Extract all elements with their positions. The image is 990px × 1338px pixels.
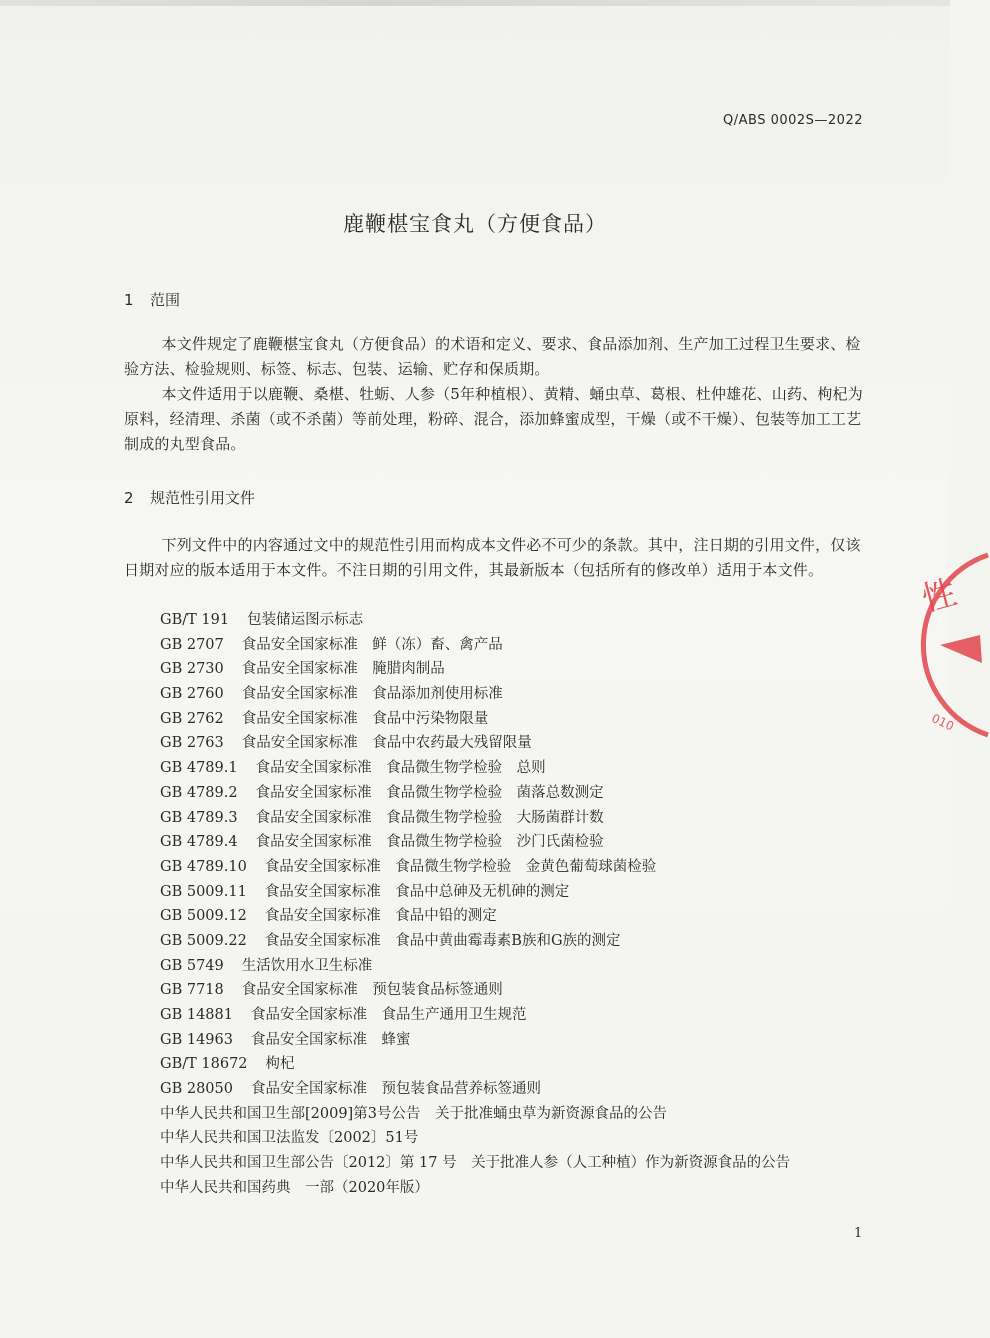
- reference-code: GB 5009.11: [160, 883, 247, 900]
- scope-paragraph-2: 本文件适用于以鹿鞭、桑椹、牡蛎、人参（5年种植根）、黄精、蛹虫草、葛根、杜仲雄花、山药、枸杞为原料，经清理、杀菌（或不杀菌）等前处理，粉碎、混合，添加蜂蜜成型，干燥（或不干燥）、包装等加工工艺制成的丸型食品。: [124, 385, 863, 453]
- reference-item: [160, 1003, 880, 1028]
- reference-code: GB 7718: [160, 982, 224, 999]
- reference-title: 食品安全国家标准 食品中黄曲霉毒素B族和G族的测定: [264, 932, 621, 949]
- reference-code: GB 2762: [160, 710, 224, 727]
- reference-item: [160, 954, 880, 979]
- reference-title: 食品安全国家标准 食品中铅的测定: [264, 908, 497, 925]
- reference-code: GB 2763: [160, 735, 224, 752]
- section-number: 2: [124, 489, 134, 507]
- reference-title: 食品安全国家标准 预包装食品标签通则: [241, 982, 503, 999]
- reference-title: 食品安全国家标准 食品中总砷及无机砷的测定: [264, 883, 570, 900]
- reference-item: [160, 731, 880, 756]
- scan-edge: [0, 0, 950, 6]
- reference-title: 食品安全国家标准 食品微生物学检验 总则: [255, 760, 546, 777]
- reference-title: 食品安全国家标准 食品中污染物限量: [241, 710, 489, 727]
- reference-code: GB 4789.3: [160, 809, 238, 826]
- reference-item: [160, 978, 880, 1003]
- reference-item: [160, 1077, 880, 1102]
- reference-title: 食品安全国家标准 鲜（冻）畜、禽产品: [241, 636, 503, 653]
- section-heading-scope: [124, 289, 180, 310]
- reference-title: 生活饮用水卫生标准: [241, 957, 373, 974]
- reference-title: 食品安全国家标准 食品微生物学检验 大肠菌群计数: [255, 809, 604, 826]
- reference-item: [160, 633, 880, 658]
- reference-code: GB 2730: [160, 661, 224, 678]
- reference-code: GB 14963: [160, 1031, 233, 1048]
- reference-code: GB 4789.4: [160, 834, 238, 851]
- reference-item: [160, 830, 880, 855]
- reference-item: [160, 1126, 880, 1151]
- scope-paragraph-1: 本文件规定了鹿鞭椹宝食丸（方便食品）的术语和定义、要求、食品添加剂、生产加工过程卫生要求、检验方法、检验规则、标签、标志、包装、运输、贮存和保质期。: [124, 335, 861, 378]
- reference-title: 包装储运图示标志: [247, 612, 364, 628]
- official-seal-stamp: [910, 545, 990, 745]
- reference-item: [160, 1151, 880, 1176]
- reference-title: 食品安全国家标准 食品微生物学检验 金黄色葡萄球菌检验: [264, 858, 657, 875]
- reference-code: GB 5009.12: [160, 908, 247, 925]
- reference-item: [160, 1052, 880, 1077]
- doc-number: Q/ABS 0002S—2022: [723, 113, 863, 128]
- section-title: 规范性引用文件: [150, 489, 256, 507]
- reference-title: 食品安全国家标准 食品微生物学检验 沙门氏菌检验: [255, 834, 604, 851]
- reference-title: 食品安全国家标准 蜂蜜: [250, 1031, 411, 1048]
- reference-title: 食品安全国家标准 腌腊肉制品: [241, 661, 445, 678]
- reference-title: 中华人民共和国卫生部[2009]第3号公告 关于批准蛹虫草为新资源食品的公告: [160, 1105, 667, 1122]
- reference-title: 食品安全国家标准 食品生产通用卫生规范: [250, 1007, 527, 1023]
- reference-code: GB 4789.1: [160, 760, 238, 777]
- reference-item: [160, 929, 880, 954]
- reference-list: [160, 608, 880, 1201]
- reference-item: [160, 904, 880, 929]
- reference-title: 中华人民共和国药典 一部（2020年版）: [160, 1179, 429, 1196]
- section-title: 范围: [150, 291, 181, 309]
- reference-item: [160, 1176, 880, 1201]
- reference-code: GB/T 18672: [160, 1056, 248, 1073]
- page-number: 1: [854, 1226, 863, 1241]
- section-heading-references: [124, 487, 255, 508]
- reference-item: [160, 756, 880, 781]
- reference-title: 中华人民共和国卫法监发〔2002〕51号: [160, 1130, 419, 1147]
- reference-title: 食品安全国家标准 食品微生物学检验 菌落总数测定: [255, 784, 604, 801]
- reference-code: GB 4789.10: [160, 858, 247, 875]
- reference-item: [160, 707, 880, 732]
- reference-code: GB 14881: [160, 1007, 233, 1023]
- reference-code: GB 5749: [160, 957, 224, 974]
- reference-item: [160, 781, 880, 806]
- reference-code: GB 4789.2: [160, 784, 238, 801]
- svg-text:010: 010: [929, 711, 957, 734]
- reference-code: GB/T 191: [160, 612, 230, 628]
- reference-title: 食品安全国家标准 预包装食品营养标签通则: [250, 1081, 541, 1098]
- reference-item: [160, 806, 880, 831]
- reference-code: GB 28050: [160, 1081, 233, 1098]
- reference-title: 食品安全国家标准 食品中农药最大残留限量: [241, 735, 532, 752]
- reference-item: [160, 682, 880, 707]
- reference-item: [160, 880, 880, 905]
- reference-item: [160, 608, 880, 633]
- reference-item: [160, 657, 880, 682]
- section-number: 1: [124, 291, 134, 309]
- page-title: 鹿鞭椹宝食丸（方便食品）: [343, 212, 607, 236]
- references-intro-paragraph: 下列文件中的内容通过文中的规范性引用而构成本文件必不可少的条款。其中，注日期的引用文件，仅该日期对应的版本适用于本文件。不注日期的引用文件，其最新版本（包括所有的修改单）适用于本文件。: [124, 536, 861, 579]
- reference-code: GB 2707: [160, 636, 224, 653]
- reference-code: GB 5009.22: [160, 932, 247, 949]
- reference-item: [160, 855, 880, 880]
- reference-item: [160, 1028, 880, 1053]
- reference-title: 枸杞: [265, 1056, 295, 1073]
- reference-item: [160, 1102, 880, 1127]
- reference-title: 中华人民共和国卫生部公告〔2012〕第 17 号 关于批准人参（人工种植）作为新资源食品的公告: [160, 1155, 791, 1172]
- reference-title: 食品安全国家标准 食品添加剂使用标准: [241, 686, 503, 703]
- svg-text:性: 性: [917, 572, 961, 620]
- reference-code: GB 2760: [160, 686, 224, 703]
